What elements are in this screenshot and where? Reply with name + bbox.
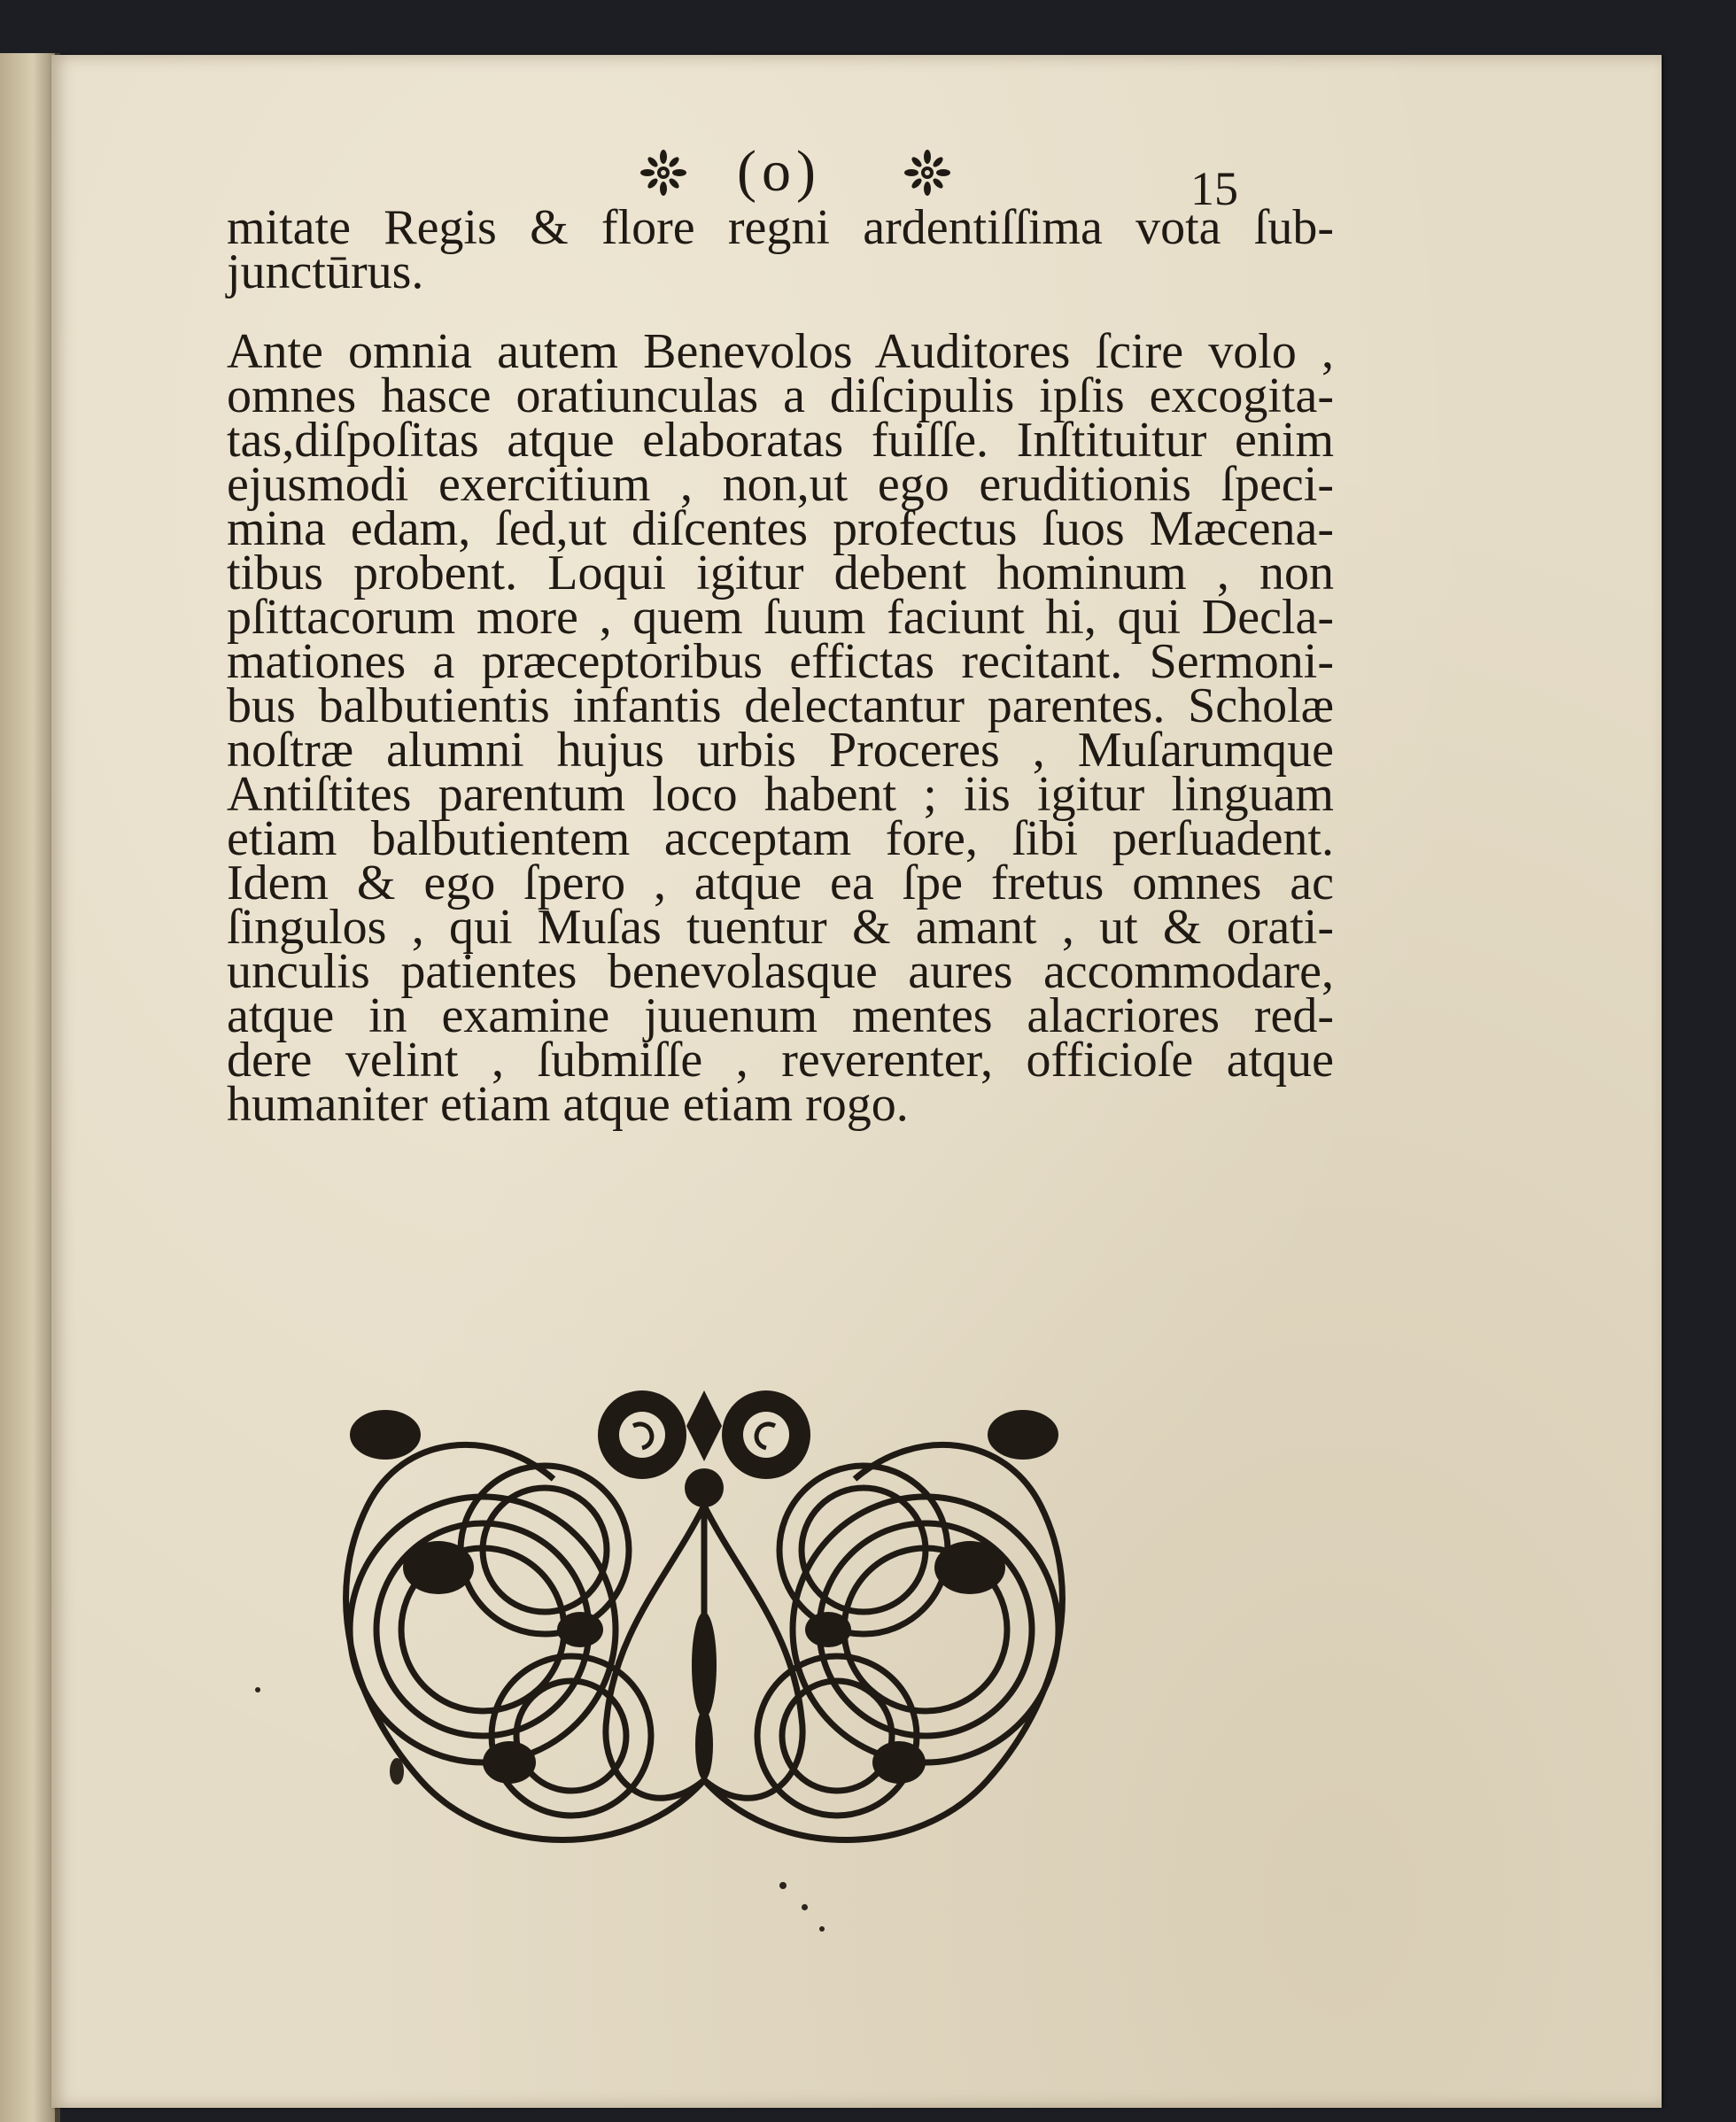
- main-paragraph: [227, 324, 1334, 1132]
- text-line: Ante omnia autem Benevolos Auditores ſcire volo ,: [227, 324, 1334, 379]
- text-line: humaniter etiam atque etiam rogo.: [227, 1077, 909, 1132]
- text-line: tibus probent. Loqui igitur debent hominum , non: [227, 546, 1334, 600]
- text-line: mationes a præceptoribus effictas recitant. Sermoni-: [227, 634, 1334, 689]
- text-line: ejusmodi exercitium , non,ut ego eruditionis ſpeci-: [227, 457, 1334, 512]
- tailpiece-ornament: [314, 1364, 1094, 1869]
- signature-mark: (o): [737, 139, 821, 204]
- text-line: atque in examine juuenum mentes alacriores red-: [227, 988, 1334, 1043]
- text-line: ſingulos , qui Muſas tuentur & amant , ut & orati-: [227, 900, 1334, 955]
- text-line: Idem & ego ſpero , atque ea ſpe fretus omnes ac: [227, 856, 1334, 910]
- rosette-icon: [903, 149, 951, 197]
- ink-speck: [819, 1926, 825, 1932]
- text-line: dere velint , ſubmiſſe , reverenter, officioſe atque: [227, 1033, 1334, 1088]
- ink-speck: [390, 1758, 404, 1785]
- body-text: [227, 200, 1334, 1132]
- text-line: mina edam, ſed,ut diſcentes profectus ſuos Mæcena-: [227, 501, 1334, 556]
- rosette-icon: [639, 149, 687, 197]
- text-line: tas,diſpoſitas atque elaboratas fuiſſe. Inſtituitur enim: [227, 413, 1334, 468]
- text-line: unculis patientes benevolasque aures accommodare,: [227, 944, 1334, 999]
- page-number: 15: [1190, 162, 1238, 215]
- text-line: mitate Regis & flore regni ardentiſſima vota ſub-: [227, 200, 1334, 255]
- ink-speck: [255, 1687, 260, 1692]
- ink-speck: [802, 1904, 808, 1910]
- continuation-paragraph: [227, 200, 1334, 299]
- page-header: [639, 139, 1277, 215]
- text-line: etiam balbutientem acceptam fore, ſibi perſuadent.: [227, 811, 1334, 866]
- text-line: junctūrus.: [227, 244, 424, 299]
- ink-speck: [779, 1882, 787, 1889]
- text-line: omnes hasce oratiunculas a diſcipulis ipſis excogita-: [227, 368, 1334, 423]
- text-line: bus balbutientis infantis delectantur parentes. Scholæ: [227, 678, 1334, 733]
- text-line: Antiſtites parentum loco habent ; iis igitur linguam: [227, 767, 1334, 822]
- text-line: noſtræ alumni hujus urbis Proceres , Muſarumque: [227, 723, 1334, 778]
- text-line: pſittacorum more , quem ſuum faciunt hi, qui Decla-: [227, 590, 1334, 645]
